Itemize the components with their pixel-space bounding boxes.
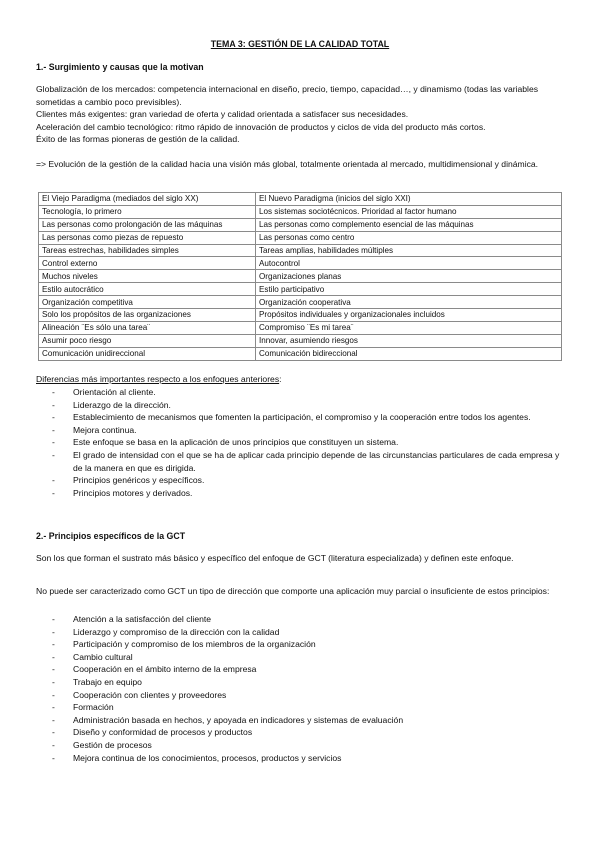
new-paradigm-cell: Autocontrol bbox=[256, 257, 562, 270]
list-item bbox=[48, 726, 566, 739]
old-paradigm-cell: Solo los propósitos de las organizaciones bbox=[39, 309, 256, 322]
old-paradigm-header: El Viejo Paradigma (mediados del siglo XX) bbox=[39, 193, 256, 206]
table-row bbox=[39, 218, 562, 231]
new-paradigm-cell: Las personas como complemento esencial de las máquinas bbox=[256, 218, 562, 231]
new-paradigm-cell: Comunicación bidireccional bbox=[256, 347, 562, 360]
list-item-text: Cooperación con clientes y proveedores bbox=[73, 689, 227, 700]
dash-marker: - bbox=[52, 626, 55, 637]
list-item-text: Liderazgo y compromiso de la dirección con la calidad bbox=[73, 626, 280, 637]
list-item-text: Cambio cultural bbox=[73, 651, 133, 662]
differences-list bbox=[48, 386, 566, 499]
new-paradigm-header: El Nuevo Paradigma (inicios del siglo XXI) bbox=[256, 193, 562, 206]
paradigm-table bbox=[38, 192, 562, 361]
section-1-intro bbox=[36, 83, 566, 146]
new-paradigm-cell: Organización cooperativa bbox=[256, 296, 562, 309]
list-item bbox=[48, 474, 566, 487]
paragraph-pioneers: Éxito de las formas pioneras de gestión de la calidad. bbox=[36, 134, 240, 145]
new-paradigm-cell: Los sistemas sociotécnicos. Prioridad al factor humano bbox=[256, 205, 562, 218]
section-2-paragraph-2: No puede ser caracterizado como GCT un tipo de dirección que comporte una aplicación muy parcial o insuficiente de estos principios: bbox=[36, 586, 550, 596]
list-item bbox=[48, 613, 566, 626]
list-item bbox=[48, 487, 566, 500]
dash-marker: - bbox=[52, 651, 55, 662]
list-item-text: Administración basada en hechos, y apoyada en indicadores y sistemas de evaluación bbox=[73, 714, 404, 725]
list-item-text: Gestión de procesos bbox=[73, 739, 152, 750]
dash-marker: - bbox=[52, 714, 55, 725]
evolution-paragraph: => Evolución de la gestión de la calidad hacia una visión más global, totalmente orientada al mercado, multidimensional y dinámica. bbox=[36, 159, 539, 169]
differences-label: Diferencias más importantes respecto a los enfoques anteriores bbox=[36, 374, 280, 384]
table-row bbox=[39, 321, 562, 334]
new-paradigm-cell: Estilo participativo bbox=[256, 283, 562, 296]
dash-marker: - bbox=[52, 727, 55, 738]
list-item-text: Principios motores y derivados. bbox=[73, 487, 193, 498]
list-item-text: Mejora continua. bbox=[73, 424, 137, 435]
list-item bbox=[48, 701, 566, 714]
dash-marker: - bbox=[52, 487, 55, 498]
differences-heading bbox=[36, 373, 566, 386]
table-row bbox=[39, 347, 562, 360]
list-item-text: Orientación al cliente. bbox=[73, 387, 156, 397]
list-item bbox=[48, 638, 566, 651]
new-paradigm-cell: Compromiso ¨Es mi tarea¨ bbox=[256, 321, 562, 334]
list-item-text: Mejora continua de los conocimientos, procesos, productos y servicios bbox=[73, 752, 342, 763]
paragraph-globalization: Globalización de los mercados: competencia internacional en diseño, precio, tiempo, capacidad…, y dinamismo (todas las variables sometidas a cambio poco previsibles). bbox=[36, 84, 539, 107]
table-row bbox=[39, 270, 562, 283]
list-item-text: Formación bbox=[73, 702, 114, 713]
list-item-text: Liderazgo de la dirección. bbox=[73, 399, 171, 410]
dash-marker: - bbox=[52, 739, 55, 750]
dash-marker: - bbox=[52, 399, 55, 410]
table-row bbox=[39, 244, 562, 257]
dash-marker: - bbox=[52, 387, 55, 397]
page-title: TEMA 3: GESTIÓN DE LA CALIDAD TOTAL bbox=[210, 39, 390, 49]
table-row bbox=[39, 309, 562, 322]
new-paradigm-cell: Propósitos individuales y organizacionales incluidos bbox=[256, 309, 562, 322]
list-item bbox=[48, 651, 566, 664]
old-paradigm-cell: Muchos niveles bbox=[39, 270, 256, 283]
old-paradigm-cell: Comunicación unidireccional bbox=[39, 347, 256, 360]
list-item bbox=[48, 411, 566, 424]
old-paradigm-cell: Estilo autocrático bbox=[39, 283, 256, 296]
dash-marker: - bbox=[52, 449, 55, 460]
list-item bbox=[48, 386, 566, 399]
list-item bbox=[48, 752, 566, 765]
dash-marker: - bbox=[52, 689, 55, 700]
section-1-heading: 1.- Surgimiento y causas que la motivan bbox=[36, 62, 204, 72]
old-paradigm-cell: Asumir poco riesgo bbox=[39, 334, 256, 347]
paragraph-technology: Aceleración del cambio tecnológico: ritmo rápido de innovación de productos y ciclos de vida del producto más cortos. bbox=[36, 121, 486, 132]
dash-marker: - bbox=[52, 676, 55, 687]
new-paradigm-cell: Organizaciones planas bbox=[256, 270, 562, 283]
list-item-text: Este enfoque se basa en la aplicación de unos principios que constituyen un sistema. bbox=[73, 437, 399, 448]
dash-marker: - bbox=[52, 702, 55, 713]
dash-marker: - bbox=[52, 475, 55, 486]
table-row bbox=[39, 283, 562, 296]
list-item-text: Establecimiento de mecanismos que fomenten la participación, el compromiso y la cooperación entre todos los agentes. bbox=[73, 412, 531, 423]
old-paradigm-cell: Tareas estrechas, habilidades simples bbox=[39, 244, 256, 257]
new-paradigm-cell: Tareas amplias, habilidades múltiples bbox=[256, 244, 562, 257]
dash-marker: - bbox=[52, 752, 55, 763]
list-item bbox=[48, 449, 566, 474]
table-row bbox=[39, 296, 562, 309]
list-item bbox=[48, 714, 566, 727]
dash-marker: - bbox=[52, 614, 55, 624]
table-row bbox=[39, 257, 562, 270]
principles-list bbox=[48, 613, 566, 764]
list-item bbox=[48, 676, 566, 689]
list-item bbox=[48, 626, 566, 639]
dash-marker: - bbox=[52, 639, 55, 650]
table-row bbox=[39, 231, 562, 244]
list-item bbox=[48, 424, 566, 437]
list-item bbox=[48, 436, 566, 449]
list-item-text: Trabajo en equipo bbox=[73, 676, 142, 687]
list-item bbox=[48, 663, 566, 676]
dash-marker: - bbox=[52, 424, 55, 435]
differences-colon: : bbox=[279, 374, 282, 384]
list-item-text: Participación y compromiso de los miembros de la organización bbox=[73, 639, 316, 650]
old-paradigm-cell: Tecnología, lo primero bbox=[39, 205, 256, 218]
paradigm-table-body bbox=[39, 205, 562, 360]
list-item-text: Diseño y conformidad de procesos y productos bbox=[73, 727, 253, 738]
old-paradigm-cell: Control externo bbox=[39, 257, 256, 270]
old-paradigm-cell: Las personas como prolongación de las máquinas bbox=[39, 218, 256, 231]
paragraph-clients: Clientes más exigentes: gran variedad de oferta y calidad orientada a satisfacer sus necesidades. bbox=[36, 109, 409, 120]
list-item bbox=[48, 689, 566, 702]
dash-marker: - bbox=[52, 437, 55, 448]
new-paradigm-cell: Las personas como centro bbox=[256, 231, 562, 244]
list-item bbox=[48, 399, 566, 412]
section-2-heading: 2.- Principios específicos de la GCT bbox=[36, 531, 186, 541]
dash-marker: - bbox=[52, 664, 55, 675]
list-item-text: El grado de intensidad con el que se ha de aplicar cada principio depende de las circunstancias particulares de cada empresa y de la manera en que es dirigida. bbox=[73, 449, 560, 473]
list-item-text: Principios genéricos y específicos. bbox=[73, 475, 205, 486]
section-2-paragraph-1: Son los que forman el sustrato más básico y específico del enfoque de GCT (literatura especializada) y definen este enfoque. bbox=[36, 553, 514, 563]
dash-marker: - bbox=[52, 412, 55, 423]
old-paradigm-cell: Alineación ¨Es sólo una tarea¨ bbox=[39, 321, 256, 334]
old-paradigm-cell: Organización competitiva bbox=[39, 296, 256, 309]
table-row bbox=[39, 205, 562, 218]
table-row bbox=[39, 334, 562, 347]
list-item-text: Cooperación en el ámbito interno de la empresa bbox=[73, 664, 257, 675]
old-paradigm-cell: Las personas como piezas de repuesto bbox=[39, 231, 256, 244]
list-item bbox=[48, 739, 566, 752]
table-header-row bbox=[39, 193, 562, 206]
list-item-text: Atención a la satisfacción del cliente bbox=[73, 614, 212, 624]
new-paradigm-cell: Innovar, asumiendo riesgos bbox=[256, 334, 562, 347]
